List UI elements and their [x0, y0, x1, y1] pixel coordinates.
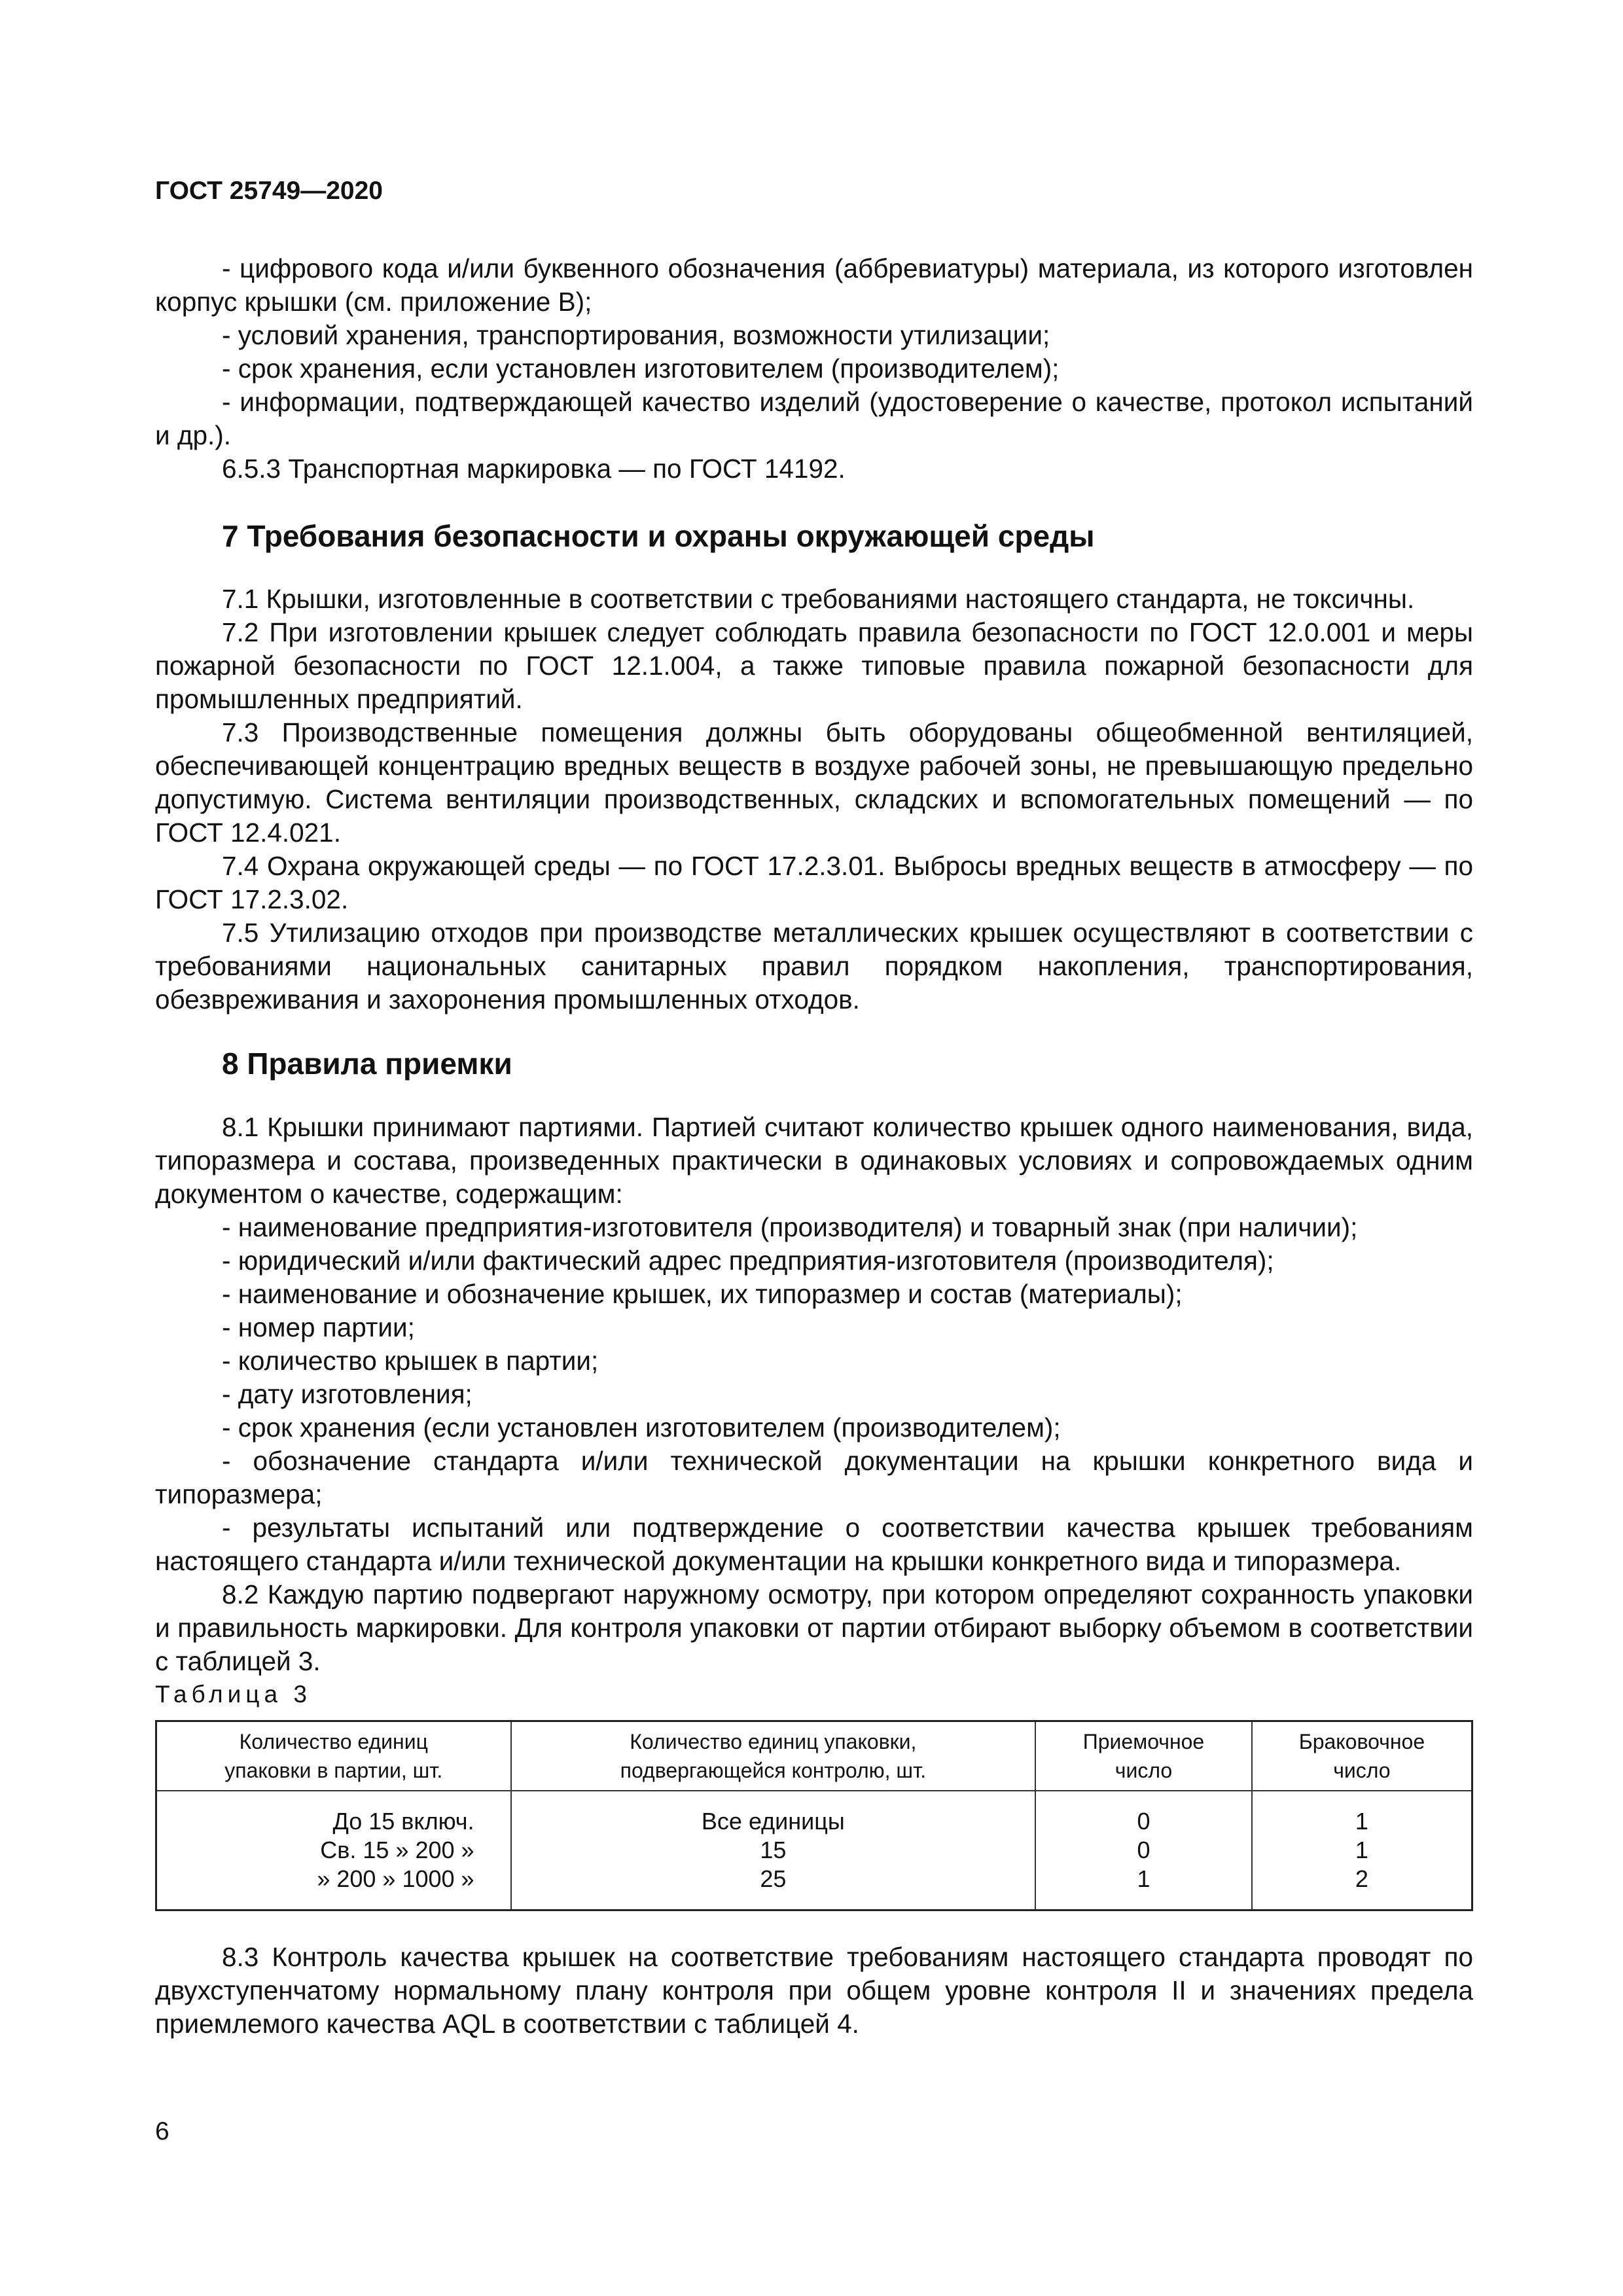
intro-block: [155, 252, 1473, 486]
table-cell: Все единицы: [511, 1791, 1036, 1836]
column-header-sample-size: Количество единиц упаковки, подвергающейся контролю, шт.: [511, 1721, 1036, 1791]
acceptance-list-item: - номер партии;: [222, 1312, 415, 1342]
column-header-acceptance-number: Приемочное число: [1035, 1721, 1252, 1791]
section-7-heading: 7 Требования безопасности и охраны окружающей среды: [222, 519, 1095, 553]
document-code: ГОСТ 25749—2020: [155, 177, 383, 205]
table-cell: 0: [1035, 1791, 1252, 1836]
clause-7-4: 7.4 Охрана окружающей среды — по ГОСТ 17.2.3.01. Выбросы вредных веществ в атмосферу — по ГОСТ 17.2.3.02.: [155, 851, 1473, 914]
acceptance-list-item: - результаты испытаний или подтверждение о соответствии качества крышек требованиям настоящего стандарта и/или технической документации на крышки конкретного вида и типоразмера.: [155, 1513, 1473, 1576]
table-cell: 1: [1035, 1865, 1252, 1910]
section-8-heading: 8 Правила приемки: [222, 1047, 512, 1081]
table-cell: 2: [1252, 1865, 1472, 1910]
acceptance-list-item: - обозначение стандарта и/или технической документации на крышки конкретного вида и типоразмера;: [155, 1446, 1473, 1509]
table-cell: 25: [511, 1865, 1036, 1910]
intro-list-item: - срок хранения, если установлен изготовителем (производителем);: [222, 353, 1060, 384]
acceptance-list-item: - юридический и/или фактический адрес предприятия-изготовителя (производителя);: [222, 1246, 1274, 1276]
table-cell: » 200 » 1000 »: [156, 1865, 511, 1910]
clause-8-1: 8.1 Крышки принимают партиями. Партией считают количество крышек одного наименования, вида, типоразмера и состава, произведенных практически в одинаковых условиях и сопровождаемых одним документом о качестве, содержащим:: [155, 1112, 1473, 1209]
table-header-row: [156, 1721, 1472, 1791]
column-header-rejection-number: Браковочное число: [1252, 1721, 1472, 1791]
table-cell: Св. 15 » 200 »: [156, 1836, 511, 1865]
clause-7-5: 7.5 Утилизацию отходов при производстве металлических крышек осуществляют в соответствии с требованиями национальных санитарных правил порядком накопления, транспортирования, обезвреживания и захоронения промышленных отходов.: [155, 918, 1473, 1014]
acceptance-list-item: - наименование и обозначение крышек, их типоразмер и состав (материалы);: [222, 1279, 1183, 1309]
clause-7-2: 7.2 При изготовлении крышек следует соблюдать правила безопасности по ГОСТ 12.0.001 и меры пожарной безопасности по ГОСТ 12.1.004, а также типовые правила пожарной безопасности для промышленных предприятий.: [155, 617, 1473, 714]
table-cell: 0: [1035, 1836, 1252, 1865]
page-number: 6: [155, 2117, 169, 2145]
acceptance-list-item: - наименование предприятия-изготовителя (производителя) и товарный знак (при наличии);: [222, 1212, 1358, 1242]
section-7-body: [155, 583, 1473, 1016]
intro-list-item: - информации, подтверждающей качество изделий (удостоверение о качестве, протокол испытаний и др.).: [155, 387, 1473, 450]
acceptance-list-item: - срок хранения (если установлен изготовителем (производителем);: [222, 1412, 1061, 1443]
table-cell: 1: [1252, 1791, 1472, 1836]
clause-8-2: 8.2 Каждую партию подвергают наружному осмотру, при котором определяют сохранность упаковки и правильность маркировки. Для контроля упаковки от партии отбирают выборку объемом в соответствии с таблицей 3.: [155, 1579, 1473, 1676]
intro-list-item: - цифрового кода и/или буквенного обозначения (аббревиатуры) материала, из которого изготовлен корпус крышки (см. приложение В);: [155, 253, 1473, 317]
table-cell: 1: [1252, 1836, 1472, 1865]
clause-7-3: 7.3 Производственные помещения должны быть оборудованы общеобменной вентиляцией, обеспечивающей концентрацию вредных веществ в воздухе рабочей зоны, не превышающую предельно допустимую. Система вентиляции производственных, складских и вспомогательных помещений — по ГОСТ 12.4.021.: [155, 717, 1473, 848]
table-row: [156, 1791, 1472, 1836]
table-3: [155, 1720, 1473, 1911]
acceptance-list-item: - количество крышек в партии;: [222, 1346, 599, 1376]
clause-6-5-3: 6.5.3 Транспортная маркировка — по ГОСТ 14192.: [222, 454, 846, 484]
section-8-body: [155, 1111, 1473, 1678]
acceptance-list-item: - дату изготовления;: [222, 1379, 473, 1409]
table-cell: До 15 включ.: [156, 1791, 511, 1836]
table-row: [156, 1865, 1472, 1910]
table-3-caption: Таблица 3: [155, 1681, 312, 1708]
intro-list-item: - условий хранения, транспортирования, возможности утилизации;: [222, 320, 1050, 350]
column-header-lot-size: Количество единиц упаковки в партии, шт.: [156, 1721, 511, 1791]
table-cell: 15: [511, 1836, 1036, 1865]
table-row: [156, 1836, 1472, 1865]
clause-8-3-block: [155, 1941, 1473, 2041]
clause-7-1: 7.1 Крышки, изготовленные в соответствии с требованиями настоящего стандарта, не токсичны.: [222, 584, 1415, 614]
clause-8-3: 8.3 Контроль качества крышек на соответствие требованиям настоящего стандарта проводят по двухступенчатому нормальному плану контроля при общем уровне контроля II и значениях предела приемлемого качества AQL в соответствии с таблицей 4.: [155, 1942, 1473, 2039]
